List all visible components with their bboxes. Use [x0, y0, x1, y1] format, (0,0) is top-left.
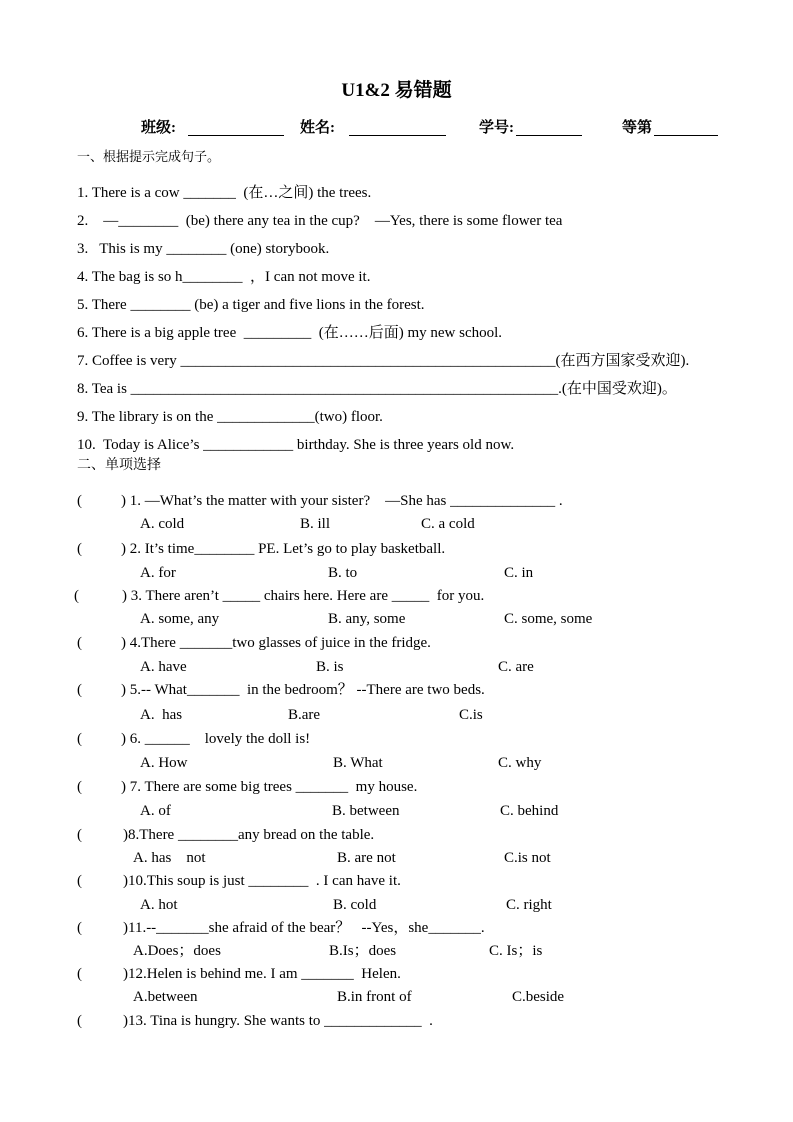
sentence-item-7: 7. Coffee is very __________________________________________________(在西方国家受欢迎).: [77, 353, 690, 369]
option-b: B. are not: [337, 850, 396, 866]
sentence-item-4: 4. The bag is so h________ ，I can not move it.: [77, 269, 371, 285]
option-a: A. has: [140, 707, 183, 723]
option-a: A. for: [140, 565, 176, 581]
sentence-item-5: 5. There ________ (be) a tiger and five lions in the forest.: [77, 297, 425, 313]
option-b: B. between: [332, 803, 400, 819]
option-c: C. right: [506, 897, 552, 913]
answer-paren: (: [77, 779, 82, 795]
question-stem: ) 3. There aren’t _____ chairs here. Here are _____ for you.: [122, 588, 485, 604]
answer-paren: (: [74, 588, 79, 604]
sentence-item-6: 6. There is a big apple tree _________ (在……后面) my new school.: [77, 325, 503, 341]
option-c: C. a cold: [421, 516, 475, 532]
question-stem: ) 6. ______ lovely the doll is!: [121, 731, 311, 747]
option-c: C. some, some: [504, 611, 593, 627]
answer-paren: (: [77, 873, 82, 889]
question-stem: ) 5.-- What_______ in the bedroom？ --There are two beds.: [121, 682, 485, 698]
sentence-item-2: 2. —________ (be) there any tea in the cup? —Yes, there is some flower tea: [77, 213, 563, 229]
page-title: U1&2 易错题: [341, 80, 452, 101]
sentence-item-1: 1. There is a cow _______ (在…之间) the trees.: [77, 185, 372, 201]
section-2-heading: 二、单项选择: [77, 458, 161, 473]
option-c: C. behind: [500, 803, 559, 819]
option-c: C.is: [459, 707, 483, 723]
question-stem: )10.This soup is just ________ . I can have it.: [123, 873, 401, 889]
question-stem: )12.Helen is behind me. I am _______ Helen.: [123, 966, 401, 982]
option-a: A. How: [140, 755, 188, 771]
sentence-item-3: 3. This is my ________ (one) storybook.: [77, 241, 330, 257]
option-a: A.Does；does: [133, 943, 221, 959]
grade-blank: [654, 135, 718, 136]
class-label: 班级:: [141, 120, 176, 136]
option-b: B. any, some: [328, 611, 406, 627]
option-b: B. to: [328, 565, 358, 581]
option-c: C. are: [498, 659, 534, 675]
sentence-item-8: 8. Tea is _________________________________________________________.(在中国受欢迎)。: [77, 381, 677, 397]
answer-paren: (: [77, 541, 82, 557]
answer-paren: (: [77, 966, 82, 982]
option-b: B. cold: [333, 897, 377, 913]
answer-paren: (: [77, 1013, 82, 1029]
option-b: B. is: [316, 659, 344, 675]
option-a: A. has not: [133, 850, 206, 866]
option-b: B.Is；does: [329, 943, 397, 959]
class-blank: [188, 135, 284, 136]
option-c: C. why: [498, 755, 542, 771]
answer-paren: (: [77, 493, 82, 509]
sentence-item-9: 9. The library is on the _____________(two) floor.: [77, 409, 383, 425]
answer-paren: (: [77, 682, 82, 698]
option-a: A. of: [140, 803, 171, 819]
student-id-label: 学号:: [479, 120, 514, 136]
question-stem: )11.--_______she afraid of the bear？ --Yes，she_______.: [123, 920, 485, 936]
sentence-item-10: 10. Today is Alice’s ____________ birthday. She is three years old now.: [77, 437, 515, 453]
question-stem: )13. Tina is hungry. She wants to _____________ .: [123, 1013, 433, 1029]
option-a: A. hot: [140, 897, 178, 913]
student-id-blank: [516, 135, 582, 136]
question-stem: ) 2. It’s time________ PE. Let’s go to play basketball.: [121, 541, 446, 557]
option-a: A. some, any: [140, 611, 220, 627]
answer-paren: (: [77, 635, 82, 651]
option-b: B. ill: [300, 516, 331, 532]
answer-paren: (: [77, 731, 82, 747]
name-blank: [349, 135, 446, 136]
name-label: 姓名:: [300, 120, 335, 136]
option-b: B.in front of: [337, 989, 412, 1005]
answer-paren: (: [77, 827, 82, 843]
section-1-heading: 一、根据提示完成句子。: [77, 149, 221, 164]
answer-paren: (: [77, 920, 82, 936]
option-c: C.beside: [512, 989, 565, 1005]
option-b: B. What: [333, 755, 383, 771]
question-stem: ) 7. There are some big trees _______ my house.: [121, 779, 418, 795]
question-stem: )8.There ________any bread on the table.: [123, 827, 375, 843]
option-c: C. in: [504, 565, 534, 581]
question-stem: ) 1. —What’s the matter with your sister? —She has ______________ .: [121, 493, 563, 509]
question-stem: ) 4.There _______two glasses of juice in the fridge.: [121, 635, 431, 651]
option-c: C.is not: [504, 850, 551, 866]
option-a: A. have: [140, 659, 187, 675]
grade-label: 等第: [622, 120, 653, 136]
option-c: C. Is；is: [489, 943, 543, 959]
option-b: B.are: [288, 707, 321, 723]
option-a: A. cold: [140, 516, 185, 532]
option-a: A.between: [133, 989, 198, 1005]
